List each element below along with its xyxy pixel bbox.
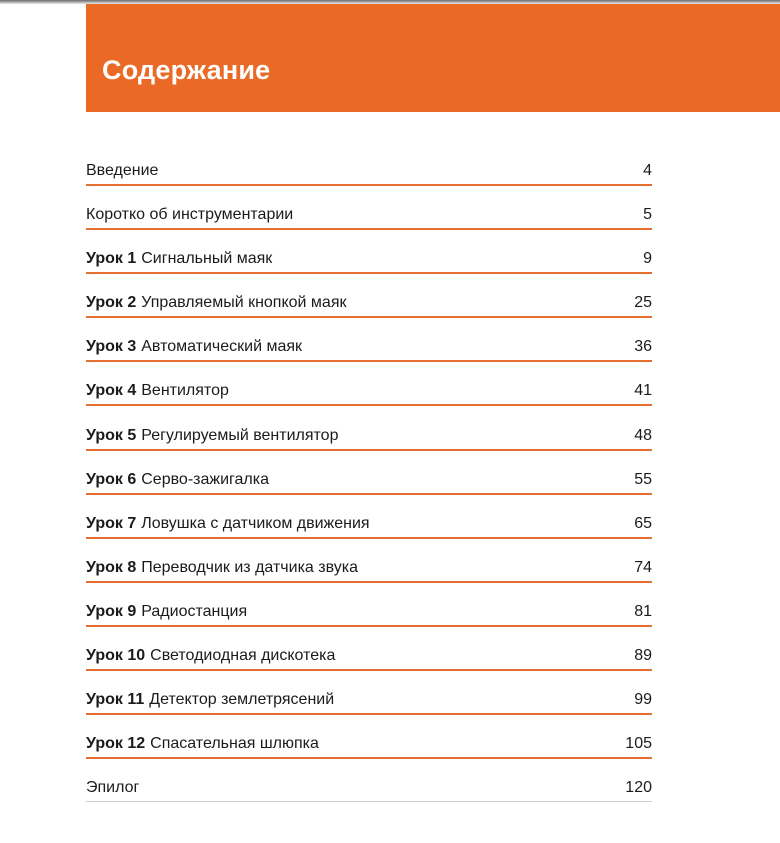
toc-lesson-number: Урок 3 — [86, 338, 137, 356]
toc-lesson-number: Урок 12 — [86, 735, 146, 753]
toc-entry-title — [86, 206, 293, 224]
toc-page-number: 48 — [634, 426, 652, 444]
toc-lesson-number: Урок 1 — [86, 250, 137, 268]
toc-entry-label: Светодиодная дискотека — [150, 647, 336, 665]
toc-entry-lesson-5[interactable] — [86, 422, 652, 466]
toc-entry-label: Сигнальный маяк — [141, 250, 273, 268]
header-banner — [86, 4, 780, 112]
toc-entry-label: Вентилятор — [141, 382, 229, 400]
toc-entry-label: Детектор землетрясений — [149, 691, 335, 709]
toc-page-number: 41 — [634, 382, 652, 400]
toc-entry-label: Ловушка с датчиком движения — [141, 514, 370, 532]
toc-entry-lesson-10[interactable] — [86, 642, 652, 686]
toc-entry-lesson-11[interactable] — [86, 686, 652, 730]
toc-page-number: 4 — [643, 162, 652, 179]
toc-lesson-number: Урок 11 — [86, 691, 145, 709]
toc-entry-lesson-9[interactable] — [86, 598, 652, 642]
toc-entry-title — [86, 647, 335, 665]
toc-entry-lesson-3[interactable] — [86, 333, 652, 377]
toc-lesson-number: Урок 6 — [86, 470, 137, 488]
toc-entry-title — [86, 294, 347, 312]
toc-lesson-number: Урок 4 — [86, 382, 137, 400]
toc-page-number: 74 — [634, 558, 652, 576]
table-of-contents — [86, 157, 652, 818]
toc-entry-lesson-12[interactable] — [86, 730, 652, 774]
toc-entry-lesson-4[interactable] — [86, 377, 652, 421]
toc-entry-title — [86, 691, 334, 709]
toc-entry-label: Эпилог — [86, 779, 140, 797]
toc-entry-title — [86, 559, 358, 577]
toc-entry-label: Автоматический маяк — [141, 338, 303, 356]
toc-page-number: 25 — [634, 294, 652, 312]
toc-entry-label: Введение — [86, 162, 159, 179]
toc-page-number: 120 — [625, 779, 652, 797]
toc-entry-title — [86, 779, 139, 797]
toc-page-number: 36 — [634, 338, 652, 356]
toc-entry-epilogue[interactable] — [86, 774, 652, 818]
toc-entry-tools[interactable] — [86, 201, 652, 245]
toc-entry-lesson-8[interactable] — [86, 554, 652, 598]
toc-lesson-number: Урок 5 — [86, 426, 137, 444]
toc-entry-lesson-7[interactable] — [86, 510, 652, 554]
toc-entry-title — [86, 382, 229, 400]
toc-page-number: 5 — [643, 206, 652, 224]
toc-page-number: 9 — [643, 250, 652, 268]
toc-entry-label: Переводчик из датчика звука — [141, 558, 358, 576]
toc-page-number: 89 — [634, 647, 652, 665]
toc-lesson-number: Урок 7 — [86, 514, 137, 532]
toc-page-number: 55 — [634, 470, 652, 488]
toc-entry-title — [86, 515, 370, 533]
toc-lesson-number: Урок 2 — [86, 294, 137, 312]
toc-lesson-number: Урок 8 — [86, 558, 137, 576]
toc-entry-label: Управляемый кнопкой маяк — [141, 294, 347, 312]
toc-entry-lesson-1[interactable] — [86, 245, 652, 289]
toc-entry-title — [86, 427, 338, 445]
toc-lesson-number: Урок 10 — [86, 647, 146, 665]
toc-entry-title — [86, 603, 247, 621]
toc-lesson-number: Урок 9 — [86, 602, 137, 620]
toc-entry-introduction[interactable] — [86, 157, 652, 201]
toc-entry-label: Радиостанция — [141, 602, 248, 620]
toc-entry-lesson-6[interactable] — [86, 466, 652, 510]
toc-page-number: 105 — [625, 735, 652, 753]
toc-entry-title — [86, 250, 272, 268]
toc-entry-title — [86, 338, 302, 356]
toc-entry-label: Серво-зажигалка — [141, 470, 269, 488]
toc-entry-label: Регулируемый вентилятор — [141, 426, 339, 444]
toc-entry-lesson-2[interactable] — [86, 289, 652, 333]
toc-page-number: 65 — [634, 514, 652, 532]
toc-page-number: 81 — [634, 602, 652, 620]
toc-entry-title — [86, 162, 158, 180]
page-title: Содержание — [102, 55, 271, 85]
toc-entry-label: Спасательная шлюпка — [150, 735, 319, 753]
toc-entry-title — [86, 471, 269, 489]
toc-entry-title — [86, 735, 319, 753]
toc-entry-label: Коротко об инструментарии — [86, 206, 294, 224]
toc-page-number: 99 — [634, 691, 652, 709]
